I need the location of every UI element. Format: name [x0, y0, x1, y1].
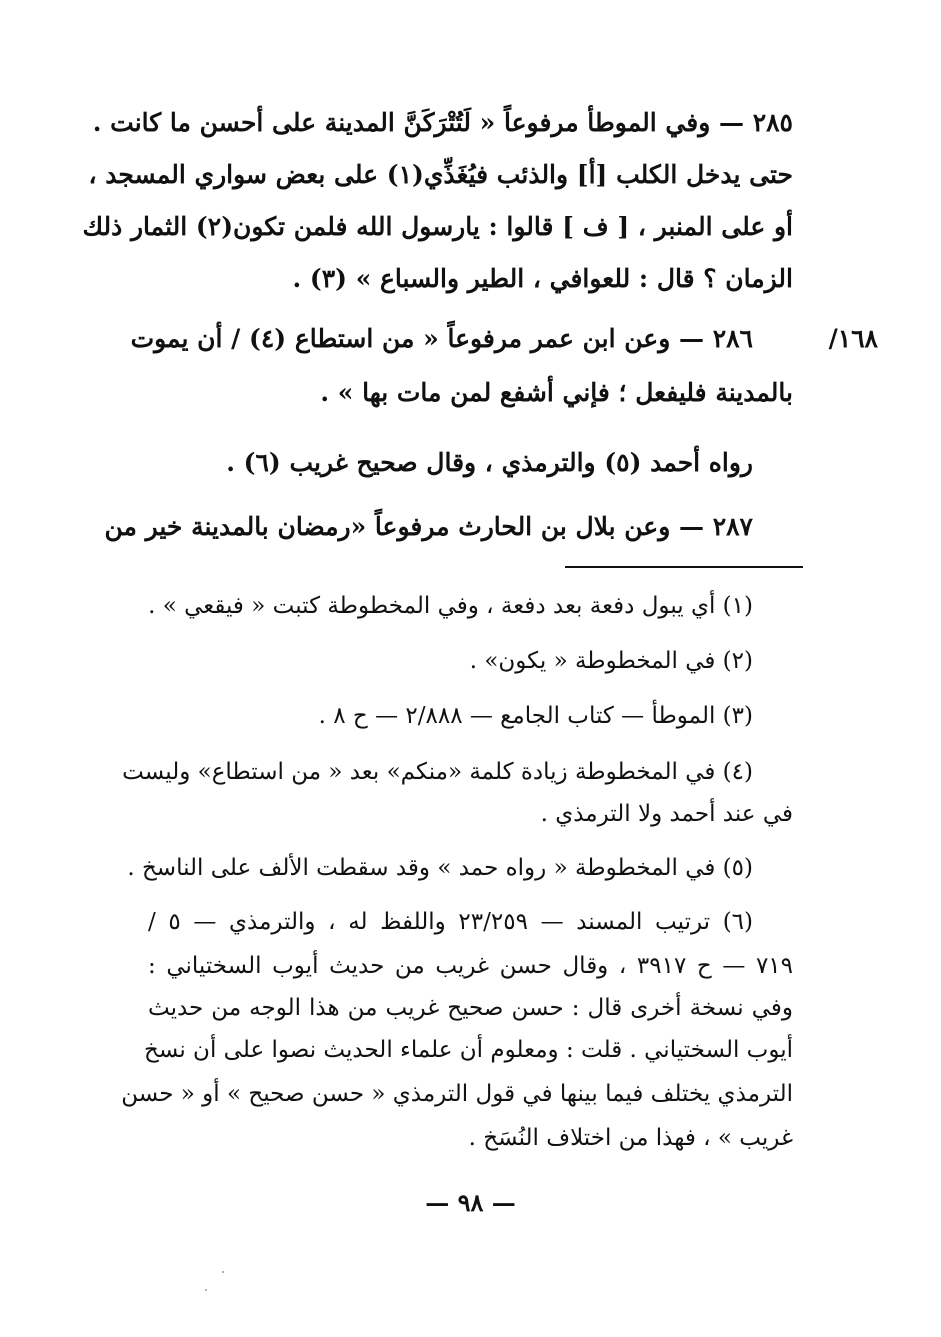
footnote-6-line-6: غريب » ، فهذا من اختلاف النُسَخ .: [468, 1125, 793, 1151]
footnote-4-line-2: في عند أحمد ولا الترمذي .: [540, 801, 793, 827]
page-number: — ٩٨ —: [425, 1188, 516, 1217]
footnote-6-line-5: الترمذي يختلف فيما بينها في قول الترمذي « حسن صحيح » أو « حسن: [121, 1081, 793, 1107]
footnote-4-line-1: (٤) في المخطوطة زيادة كلمة «منكم» بعد « من استطاع» وليست: [122, 759, 753, 785]
hadith-286-line-3: رواه أحمد (٥) والترمذي ، وقال صحيح غريب (٦) .: [226, 448, 753, 477]
hadith-285-line-1: ٢٨٥ — وفي الموطأ مرفوعاً « لَتُتْرَكَنَّ المدينة على أحسن ما كانت .: [92, 108, 793, 137]
footnote-3: (٣) الموطأ — كتاب الجامع — ٢/٨٨٨ — ح ٨ .: [318, 703, 753, 729]
hadith-286-line-2: بالمدينة فليفعل ؛ فإني أشفع لمن مات بها » .: [320, 378, 793, 407]
footnote-6-line-1: (٦) ترتيب المسند — ٢٣/٢٥٩ واللفظ له ، والترمذي — ٥ /: [148, 909, 754, 935]
hadith-285-line-2: حتى يدخل الكلب [أ] والذئب فيُغَذِّي(١) على بعض سواري المسجد ،: [88, 160, 793, 189]
footnote-1: (١) أي يبول دفعة بعد دفعة ، وفي المخطوطة كتبت « فيقعي » .: [148, 593, 753, 619]
scan-speck: [205, 1289, 207, 1291]
hadith-285-line-4: الزمان ؟ قال : للعوافي ، الطير والسباع » (٣) .: [292, 264, 793, 293]
footnote-2: (٢) في المخطوطة « يكون» .: [469, 648, 753, 674]
hadith-285-line-3: أو على المنبر ، [ ف ] قالوا : يارسول الله فلمن تكون(٢) الثمار ذلك: [82, 212, 793, 241]
footnote-separator-rule: [565, 566, 803, 568]
hadith-286-line-1: ٢٨٦ — وعن ابن عمر مرفوعاً « من استطاع (٤) / أن يموت: [130, 324, 753, 353]
scan-speck: [222, 1271, 224, 1273]
hadith-287-line-1: ٢٨٧ — وعن بلال بن الحارث مرفوعاً «رمضان بالمدينة خير من: [104, 512, 753, 541]
footnote-6-line-4: أيوب السختياني . قلت : ومعلوم أن علماء الحديث نصوا على أن نسخ: [143, 1037, 793, 1063]
margin-folio-reference: /١٦٨: [828, 324, 878, 353]
footnote-6-line-3: وفي نسخة أخرى قال : حسن صحيح غريب من هذا الوجه من حديث: [148, 995, 793, 1021]
footnote-6-line-2: ٧١٩ — ح ٣٩١٧ ، وقال حسن غريب من حديث أيوب السختياني :: [148, 953, 793, 979]
footnote-5: (٥) في المخطوطة « رواه حمد » وقد سقطت الألف على الناسخ .: [127, 855, 753, 881]
